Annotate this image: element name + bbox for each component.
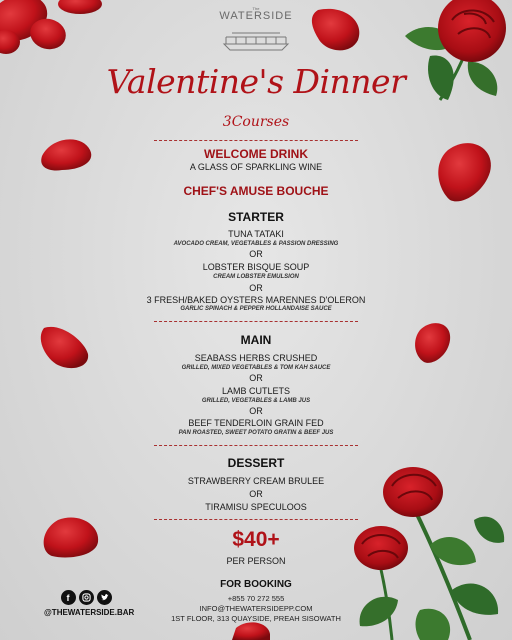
instagram-icon[interactable]	[79, 590, 94, 605]
or-label: OR	[249, 489, 263, 499]
social-icons	[44, 590, 128, 605]
brand-article: The	[252, 6, 260, 11]
divider	[154, 445, 358, 446]
dessert-item: STRAWBERRY CREAM BRULEE	[187, 476, 325, 486]
price-amount: $40+	[232, 528, 280, 551]
facebook-icon[interactable]: f	[61, 590, 76, 605]
starter-item: TUNA TATAKI	[228, 229, 284, 239]
social-block	[44, 590, 135, 617]
starter-desc: GARLIC SPINACH & PEPPER HOLLANDAISE SAUCE	[180, 306, 332, 312]
booking-heading: FOR BOOKING	[220, 579, 292, 590]
main-heading: MAIN	[240, 333, 272, 347]
dessert-heading: DESSERT	[227, 456, 285, 470]
boat-logo-icon	[224, 33, 288, 50]
or-label: OR	[249, 283, 263, 293]
main-item: LAMB CUTLETS	[221, 386, 290, 396]
twitter-icon[interactable]	[97, 590, 112, 605]
menu-title: Valentine's Dinner	[106, 62, 406, 101]
main-desc: GRILLED, MIXED VEGETABLES & TOM KAH SAUCE	[181, 365, 331, 371]
main-desc: GRILLED, VEGETABLES & LAMB JUS	[201, 398, 311, 404]
dessert-item: TIRAMISU SPECULOOS	[205, 502, 307, 512]
booking-address: 1ST FLOOR, 313 QUAYSIDE, PREAH SISOWATH	[171, 614, 341, 623]
divider	[154, 140, 358, 141]
divider	[154, 321, 358, 322]
starter-heading: STARTER	[228, 210, 284, 224]
social-handle[interactable]: @THEWATERSIDE.BAR	[44, 608, 135, 617]
amuse-heading: CHEF'S AMUSE BOUCHE	[183, 184, 329, 198]
main-desc: PAN ROASTED, SWEET POTATO GRATIN & BEEF JUS	[178, 430, 334, 436]
main-item: BEEF TENDERLOIN GRAIN FED	[188, 418, 324, 428]
starter-desc: CREAM LOBSTER EMULSION	[213, 274, 299, 280]
petal	[232, 622, 270, 640]
welcome-item: A GLASS OF SPARKLING WINE	[189, 162, 323, 172]
brand-name: WATERSIDE	[219, 10, 293, 22]
or-label: OR	[249, 406, 263, 416]
price-per-person: PER PERSON	[226, 556, 286, 566]
welcome-heading: WELCOME DRINK	[204, 147, 308, 161]
divider	[154, 519, 358, 520]
or-label: OR	[249, 373, 263, 383]
starter-item: 3 FRESH/BAKED OYSTERS MARENNES D'OLERON	[146, 295, 366, 305]
starter-item: LOBSTER BISQUE SOUP	[202, 262, 310, 272]
main-item: SEABASS HERBS CRUSHED	[194, 353, 318, 363]
or-label: OR	[249, 249, 263, 259]
menu-subtitle: 3Courses	[222, 114, 290, 130]
booking-phone[interactable]: +855 70 272 555	[227, 594, 285, 603]
starter-desc: AVOCADO CREAM, VEGETABLES & PASSION DRESSING	[173, 241, 339, 247]
booking-email[interactable]: INFO@THEWATERSIDEPP.COM	[199, 604, 313, 613]
